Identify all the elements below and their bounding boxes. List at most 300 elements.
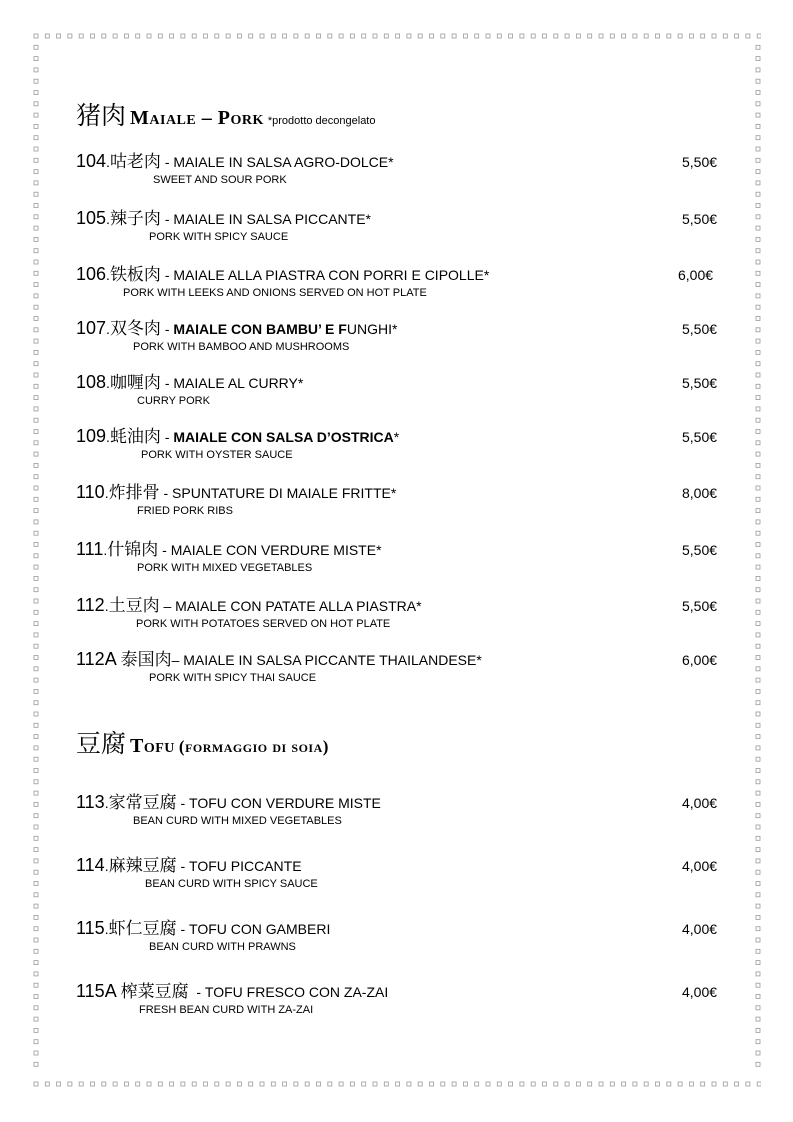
border-square <box>756 396 760 400</box>
item-price: 4,00€ <box>682 858 718 874</box>
border-square <box>543 34 547 38</box>
item-price: 5,50€ <box>682 429 718 445</box>
border-square <box>756 769 760 773</box>
border-square <box>520 1082 524 1086</box>
border-square <box>34 260 38 264</box>
menu-item <box>76 982 726 1026</box>
border-square <box>34 882 38 886</box>
border-square <box>215 34 219 38</box>
border-square <box>34 859 38 863</box>
border-square <box>204 34 208 38</box>
border-square <box>34 870 38 874</box>
border-square <box>34 588 38 592</box>
item-price: 5,50€ <box>682 542 718 558</box>
border-square <box>34 1062 38 1066</box>
item-name-italian: - MAIALE ALLA PIASTRA CON PORRI E CIPOLLE* <box>160 267 490 283</box>
border-square <box>756 904 760 908</box>
border-square <box>756 882 760 886</box>
border-square <box>317 34 321 38</box>
item-number-separator: . <box>106 375 110 391</box>
border-square <box>124 34 128 38</box>
item-name-italian: - TOFU CON GAMBERI <box>176 921 331 937</box>
item-number-separator: . <box>104 921 109 937</box>
item-number: 115A <box>76 981 117 1001</box>
border-square <box>756 328 760 332</box>
border-square <box>34 1028 38 1032</box>
border-square <box>34 441 38 445</box>
border-square <box>283 1082 287 1086</box>
menu-item-title <box>76 982 388 1001</box>
border-square <box>452 34 456 38</box>
border-square <box>204 1082 208 1086</box>
border-square <box>756 463 760 467</box>
border-square <box>756 723 760 727</box>
border-square <box>756 1051 760 1055</box>
border-square <box>756 486 760 490</box>
border-square <box>756 317 760 321</box>
border-square <box>576 34 580 38</box>
border-square <box>328 1082 332 1086</box>
border-square <box>136 34 140 38</box>
border-square <box>34 181 38 185</box>
border-square <box>34 373 38 377</box>
border-square <box>756 531 760 535</box>
border-square <box>34 746 38 750</box>
menu-item-title <box>76 919 330 938</box>
item-number: 109 <box>76 426 107 446</box>
section-heading-tofu <box>76 724 329 760</box>
border-square <box>68 1082 72 1086</box>
border-square <box>339 1082 343 1086</box>
border-square <box>509 1082 513 1086</box>
border-square <box>757 34 761 38</box>
border-square <box>34 1017 38 1021</box>
item-number-separator: . <box>104 598 109 614</box>
border-square <box>34 949 38 953</box>
border-square <box>418 1082 422 1086</box>
border-square <box>667 34 671 38</box>
border-square <box>756 339 760 343</box>
border-square <box>756 102 760 106</box>
border-square <box>756 158 760 162</box>
border-square <box>756 271 760 275</box>
border-square <box>756 565 760 569</box>
border-square <box>756 576 760 580</box>
border-square <box>226 1082 230 1086</box>
item-name-italian: - TOFU FRESCO CON ZA-ZAI <box>188 984 389 1000</box>
item-number: 114 <box>76 855 105 875</box>
border-square <box>463 34 467 38</box>
border-square <box>34 599 38 603</box>
border-square <box>271 1082 275 1086</box>
menu-item <box>76 427 726 471</box>
border-square <box>554 1082 558 1086</box>
border-square <box>746 34 750 38</box>
border-square <box>756 802 760 806</box>
section-title-italian: Tofu <box>130 735 175 757</box>
border-square <box>34 486 38 490</box>
border-square <box>756 656 760 660</box>
border-square <box>756 791 760 795</box>
border-square <box>339 34 343 38</box>
border-square <box>756 712 760 716</box>
border-square <box>34 317 38 321</box>
section-title-italian-sub: (formaggio di soia) <box>178 737 329 756</box>
border-square <box>34 1006 38 1010</box>
border-square <box>756 848 760 852</box>
border-square <box>34 836 38 840</box>
item-price: 4,00€ <box>682 984 718 1000</box>
item-price: 5,50€ <box>682 598 718 614</box>
border-square <box>34 226 38 230</box>
item-price: 4,00€ <box>682 921 718 937</box>
item-name-chinese: 蚝油肉 <box>109 427 161 447</box>
border-square <box>756 384 760 388</box>
item-price: 6,00€ <box>678 267 714 283</box>
item-name-english: FRESH BEAN CURD WITH ZA-ZAI <box>139 1004 314 1016</box>
border-square <box>294 34 298 38</box>
item-name-english: BEAN CURD WITH MIXED VEGETABLES <box>133 815 342 827</box>
border-square <box>756 927 760 931</box>
border-square <box>543 1082 547 1086</box>
border-square <box>756 226 760 230</box>
item-number: 106 <box>76 264 107 284</box>
menu-item <box>76 319 726 363</box>
border-square <box>181 34 185 38</box>
border-square <box>756 68 760 72</box>
item-number: 105 <box>76 208 107 228</box>
border-square <box>723 1082 727 1086</box>
item-number-separator: . <box>104 858 109 874</box>
item-name-chinese: 什锦肉 <box>107 540 159 560</box>
border-square <box>34 91 38 95</box>
item-name-english: PORK WITH SPICY THAI SAUCE <box>149 672 317 684</box>
border-square <box>756 441 760 445</box>
item-name-italian: - MAIALE CON VERDURE MISTE* <box>158 542 382 558</box>
border-square <box>350 1082 354 1086</box>
menu-item-title <box>76 856 302 875</box>
border-square <box>34 113 38 117</box>
item-name-english: FRIED PORK RIBS <box>137 505 233 517</box>
border-square <box>181 1082 185 1086</box>
border-square <box>34 904 38 908</box>
border-square <box>34 45 38 49</box>
border-square <box>34 565 38 569</box>
item-name-english: PORK WITH LEEKS AND ONIONS SERVED ON HOT PLATE <box>123 287 427 299</box>
border-square <box>756 305 760 309</box>
item-name-italian-bold: MAIALE CON BAMBU’ E F <box>173 321 347 337</box>
border-square <box>102 1082 106 1086</box>
border-square <box>34 938 38 942</box>
border-square <box>34 983 38 987</box>
border-square <box>34 418 38 422</box>
item-name-chinese: 咖喱肉 <box>109 373 161 393</box>
border-square <box>34 102 38 106</box>
item-name-chinese: 虾仁豆腐 <box>108 919 177 939</box>
border-square <box>362 1082 366 1086</box>
border-square <box>34 170 38 174</box>
border-square <box>34 305 38 309</box>
border-square <box>756 294 760 298</box>
border-square <box>622 34 626 38</box>
border-square <box>756 350 760 354</box>
border-square <box>34 237 38 241</box>
menu-item <box>76 540 726 584</box>
border-square <box>756 136 760 140</box>
border-square <box>756 689 760 693</box>
border-square <box>384 34 388 38</box>
item-price: 5,50€ <box>682 321 718 337</box>
item-price: 4,00€ <box>682 795 718 811</box>
border-square <box>689 34 693 38</box>
border-square <box>633 34 637 38</box>
border-square <box>756 938 760 942</box>
item-name-italian-end: * <box>393 429 400 445</box>
border-square <box>756 678 760 682</box>
border-square <box>34 396 38 400</box>
border-square <box>34 475 38 479</box>
border-square <box>396 34 400 38</box>
border-square <box>34 622 38 626</box>
section-title-chinese: 猪肉 <box>76 101 127 130</box>
border-square <box>34 814 38 818</box>
item-number-separator: . <box>103 542 108 558</box>
item-number: 113 <box>76 792 105 812</box>
item-number: 104 <box>76 151 107 171</box>
border-square <box>350 34 354 38</box>
border-square <box>34 825 38 829</box>
border-square <box>610 34 614 38</box>
border-square <box>34 328 38 332</box>
border-square <box>430 1082 434 1086</box>
menu-item <box>76 209 726 253</box>
border-square <box>756 79 760 83</box>
border-square <box>34 339 38 343</box>
border-square <box>271 34 275 38</box>
border-square <box>373 1082 377 1086</box>
border-square <box>34 249 38 253</box>
item-name-english: PORK WITH MIXED VEGETABLES <box>137 562 313 574</box>
border-square <box>430 34 434 38</box>
item-name-chinese: 炸排骨 <box>108 483 160 503</box>
border-square <box>756 972 760 976</box>
border-square <box>756 588 760 592</box>
border-square <box>756 633 760 637</box>
border-square <box>215 1082 219 1086</box>
border-square <box>192 34 196 38</box>
border-square <box>554 34 558 38</box>
border-square <box>656 34 660 38</box>
item-name-english: PORK WITH SPICY SAUCE <box>149 231 289 243</box>
border-square <box>34 204 38 208</box>
border-square <box>34 961 38 965</box>
border-square <box>756 1017 760 1021</box>
border-square <box>158 1082 162 1086</box>
border-square <box>756 283 760 287</box>
border-square <box>756 204 760 208</box>
item-number: 111 <box>76 539 104 559</box>
item-name-italian: - <box>160 321 174 337</box>
border-square <box>34 780 38 784</box>
border-square <box>756 509 760 513</box>
menu-item-title <box>76 209 371 228</box>
menu-item <box>76 919 726 963</box>
menu-item <box>76 650 726 694</box>
item-name-chinese: 泰国肉 <box>120 650 172 670</box>
border-square <box>756 610 760 614</box>
item-price: 6,00€ <box>682 652 718 668</box>
border-square <box>418 34 422 38</box>
menu-item-title <box>76 152 394 171</box>
border-square <box>756 237 760 241</box>
border-square <box>622 1082 626 1086</box>
section-title-italian: Maiale – Pork <box>130 107 264 129</box>
border-square <box>305 1082 309 1086</box>
border-square <box>407 34 411 38</box>
border-square <box>689 1082 693 1086</box>
border-square <box>192 1082 196 1086</box>
border-square <box>34 497 38 501</box>
border-square <box>756 497 760 501</box>
border-square <box>756 983 760 987</box>
border-square <box>34 927 38 931</box>
border-square <box>124 1082 128 1086</box>
item-name-italian: – MAIALE IN SALSA PICCANTE THAILANDESE* <box>171 652 482 668</box>
border-square <box>34 656 38 660</box>
border-square <box>644 1082 648 1086</box>
border-square <box>756 599 760 603</box>
border-square <box>599 1082 603 1086</box>
border-square <box>34 848 38 852</box>
border-square <box>34 893 38 897</box>
border-square <box>34 452 38 456</box>
border-square <box>441 34 445 38</box>
item-name-chinese: 土豆肉 <box>108 596 160 616</box>
border-square <box>463 1082 467 1086</box>
border-square <box>756 1040 760 1044</box>
border-square <box>34 124 38 128</box>
border-square <box>373 34 377 38</box>
menu-item <box>76 596 726 640</box>
border-square <box>34 723 38 727</box>
item-name-chinese: 辣子肉 <box>109 209 161 229</box>
border-square <box>34 509 38 513</box>
border-square <box>756 373 760 377</box>
border-square <box>34 430 38 434</box>
item-name-chinese: 咕老肉 <box>109 152 161 172</box>
border-square <box>34 678 38 682</box>
border-square <box>57 34 61 38</box>
border-square <box>34 384 38 388</box>
border-square <box>486 34 490 38</box>
item-price: 5,50€ <box>682 154 718 170</box>
menu-item <box>76 856 726 900</box>
item-name-english: CURRY PORK <box>137 395 210 407</box>
item-number: 108 <box>76 372 107 392</box>
border-square <box>520 34 524 38</box>
border-square <box>756 622 760 626</box>
item-price: 5,50€ <box>682 375 718 391</box>
border-square <box>260 34 264 38</box>
border-square <box>599 34 603 38</box>
menu-item <box>76 265 726 309</box>
border-square <box>34 972 38 976</box>
border-square <box>756 554 760 558</box>
border-square <box>34 294 38 298</box>
border-square <box>79 34 83 38</box>
menu-item <box>76 793 726 837</box>
item-name-english: BEAN CURD WITH PRAWNS <box>149 941 296 953</box>
item-name-english: PORK WITH BAMBOO AND MUSHROOMS <box>133 341 350 353</box>
border-square <box>576 1082 580 1086</box>
menu-item-title <box>76 650 482 669</box>
section-note: *prodotto decongelato <box>267 115 376 127</box>
border-square <box>667 1082 671 1086</box>
item-name-english: SWEET AND SOUR PORK <box>153 174 287 186</box>
border-square <box>565 1082 569 1086</box>
border-square <box>113 1082 117 1086</box>
border-square <box>756 870 760 874</box>
item-name-italian: - SPUNTATURE DI MAIALE FRITTE* <box>159 485 397 501</box>
border-square <box>756 1006 760 1010</box>
item-price: 8,00€ <box>682 485 718 501</box>
item-name-chinese: 铁板肉 <box>109 265 161 285</box>
border-square <box>701 34 705 38</box>
border-square <box>756 475 760 479</box>
border-square <box>396 1082 400 1086</box>
item-price: 5,50€ <box>682 211 718 227</box>
border-square <box>475 34 479 38</box>
menu-item-title <box>76 793 381 812</box>
border-square <box>757 1082 761 1086</box>
border-square <box>610 1082 614 1086</box>
border-square <box>756 961 760 965</box>
border-square <box>756 192 760 196</box>
border-square <box>756 113 760 117</box>
border-square <box>756 57 760 61</box>
border-square <box>362 34 366 38</box>
border-square <box>475 1082 479 1086</box>
border-square <box>34 531 38 535</box>
border-square <box>170 1082 174 1086</box>
border-square <box>384 1082 388 1086</box>
border-square <box>756 452 760 456</box>
border-square <box>756 91 760 95</box>
border-square <box>756 215 760 219</box>
item-name-italian-bold: MAIALE CON SALSA D’OSTRICA <box>173 429 394 445</box>
border-square <box>756 915 760 919</box>
border-square <box>102 34 106 38</box>
item-name-italian: - MAIALE IN SALSA AGRO-DOLCE* <box>160 154 394 170</box>
border-square <box>34 215 38 219</box>
item-number-separator: . <box>106 211 110 227</box>
border-square <box>34 283 38 287</box>
border-square <box>45 1082 49 1086</box>
item-name-italian: - TOFU PICCANTE <box>176 858 302 874</box>
item-name-chinese: 榨菜豆腐 <box>120 982 189 1002</box>
border-square <box>147 1082 151 1086</box>
border-square <box>756 735 760 739</box>
border-square <box>34 610 38 614</box>
border-square <box>756 1028 760 1032</box>
border-square <box>34 158 38 162</box>
section-heading-pork <box>76 96 376 132</box>
border-square <box>756 45 760 49</box>
border-square <box>34 543 38 547</box>
border-square <box>260 1082 264 1086</box>
border-square <box>756 418 760 422</box>
border-square <box>237 34 241 38</box>
